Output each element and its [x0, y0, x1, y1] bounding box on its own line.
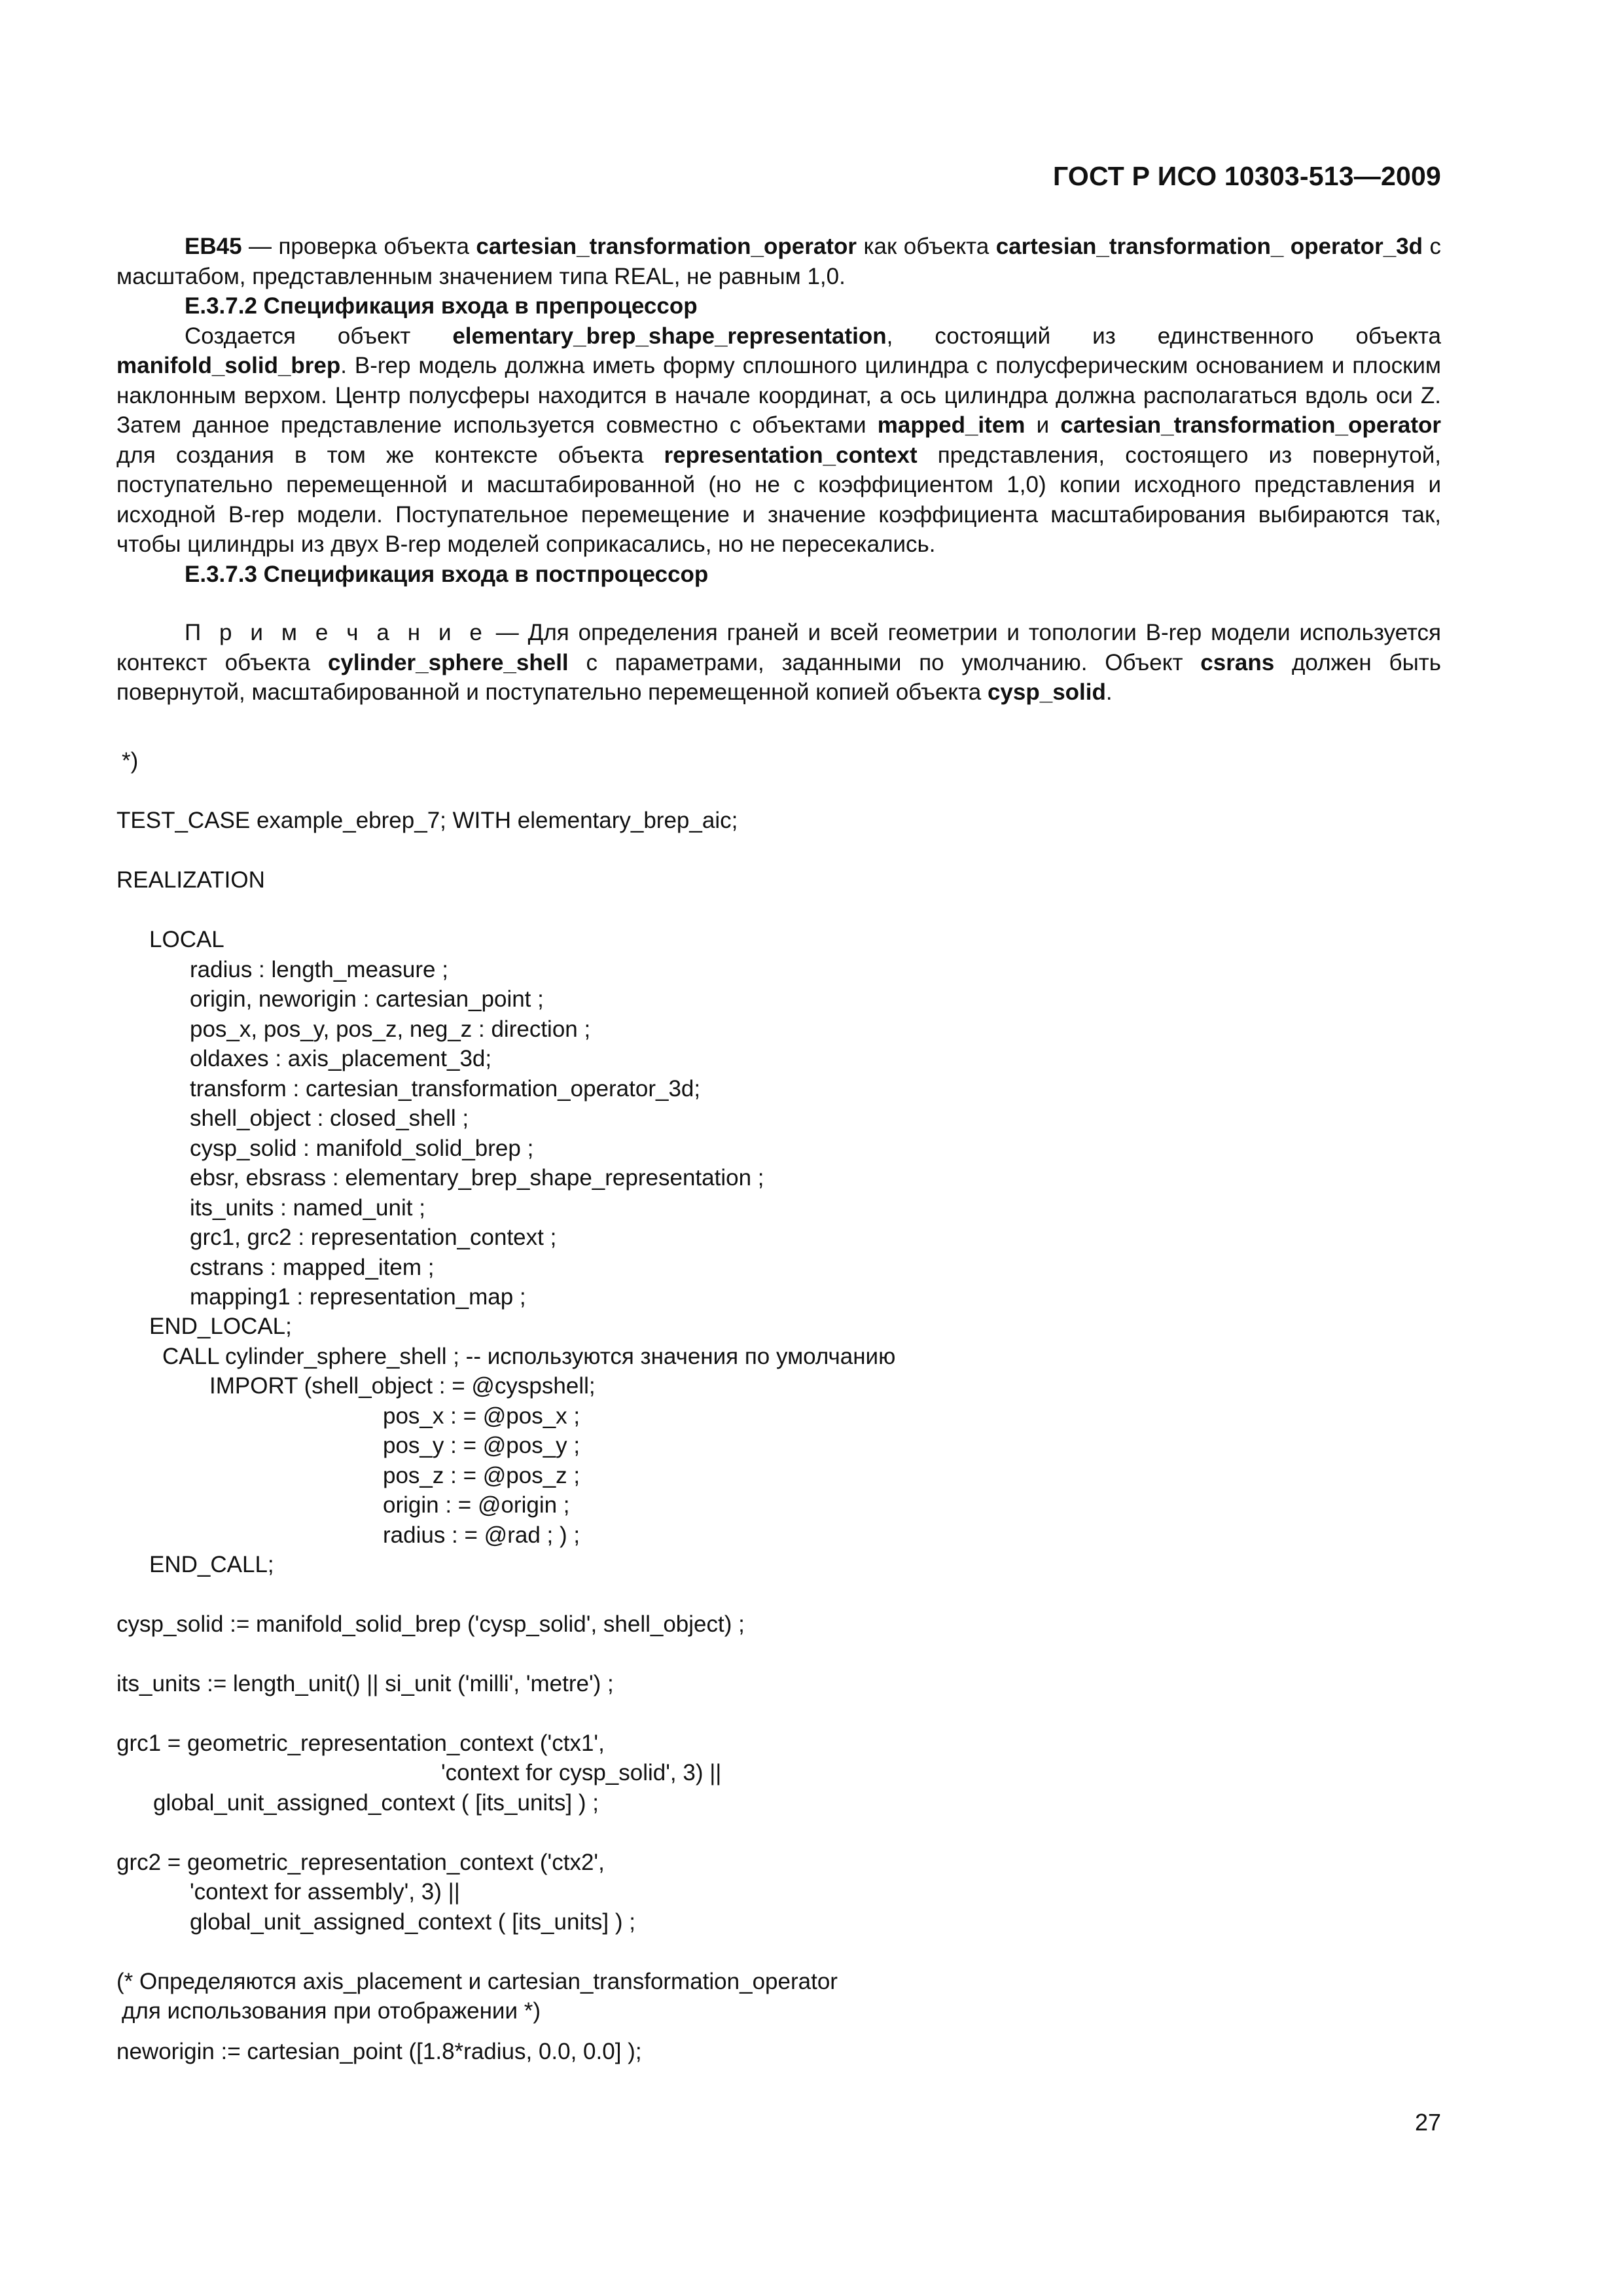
page-number: 27: [1414, 2109, 1441, 2136]
code-line: origin, neworigin : cartesian_point ;: [190, 986, 544, 1012]
code-line: CALL cylinder_sphere_shell ; -- используются значения по умолчанию: [162, 1344, 896, 1369]
code-line: END_LOCAL;: [149, 1314, 292, 1339]
section-heading-e373: E.3.7.3 Спецификация входа в постпроцессор: [185, 561, 709, 587]
code-comment-line: для использования при отображении *): [122, 1998, 541, 2024]
code-line: cstrans : mapped_item ;: [190, 1255, 435, 1280]
code-line: IMPORT (shell_object : = @cyspshell;: [209, 1373, 596, 1399]
code-comment-line: (* Определяются axis_placement и cartesian_transformation_operator: [116, 1969, 838, 1994]
document-header: ГОСТ Р ИСО 10303-513—2009: [1053, 161, 1441, 191]
code-line: origin : = @origin ;: [383, 1492, 570, 1518]
code-line: pos_x : = @pos_x ;: [383, 1403, 580, 1429]
paragraph-eb45: EB45 — проверка объекта cartesian_transformation_operator как объекта cartesian_transformation_ operator_3d с масштабом, представленным значением типа REAL, не равным 1,0.: [116, 234, 1441, 289]
code-line: pos_x, pos_y, pos_z, neg_z : direction ;: [190, 1016, 591, 1042]
code-line: its_units : named_unit ;: [190, 1195, 425, 1221]
code-line: cysp_solid : manifold_solid_brep ;: [190, 1136, 534, 1161]
code-line: shell_object : closed_shell ;: [190, 1105, 469, 1131]
note-paragraph: П р и м е ч а н и е — Для определения граней и всей геометрии и топологии B-rep модели используется контекст объекта cylinder_sphere_shell с параметрами, заданными по умолчанию. Объект csrans должен быть повернутой, масштабированной и поступательно перемещенной копией объекта cysp_solid.: [116, 620, 1442, 705]
code-line: 'context for cysp_solid', 3) ||: [441, 1760, 722, 1785]
code-line: radius : length_measure ;: [190, 957, 448, 982]
code-line: LOCAL: [149, 927, 224, 952]
code-line: grc2 = geometric_representation_context ('ctx2',: [116, 1850, 605, 1875]
code-line: END_CALL;: [149, 1552, 274, 1577]
section-heading-e372: E.3.7.2 Спецификация входа в препроцессор: [185, 293, 698, 319]
code-line: 'context for assembly', 3) ||: [190, 1879, 460, 1905]
code-line: global_unit_assigned_context ( [its_units] ) ;: [190, 1909, 635, 1935]
code-line: pos_y : = @pos_y ;: [383, 1433, 580, 1458]
paragraph-preprocessor: Создается объект elementary_brep_shape_representation, состоящий из единственного объекта manifold_solid_brep. B-rep модель должна иметь форму сплошного цилиндра с полусферическим основанием и плоским наклонным верхом. Центр полусферы находится в начале координат, а ось цилиндра должна располагаться вдоль оси Z. Затем данное представление используется совместно с объектами mapped_item и cartesian_transformation_operator для создания в том же контексте объекта representation_context представления, состоящего из повернутой, поступательно перемещенной и масштабированной (но не с коэффициентом 1,0) копии исходного представления и исходной B-rep модели. Поступательное перемещение и значение коэффициента масштабирования выбираются так, чтобы цилиндры из двух B-rep моделей соприкасались, но не пересекались.: [116, 323, 1442, 557]
code-line: ebsr, ebsrass : elementary_brep_shape_representation ;: [190, 1165, 764, 1191]
code-line: grc1, grc2 : representation_context ;: [190, 1225, 557, 1250]
code-line: pos_z : = @pos_z ;: [383, 1463, 580, 1488]
code-line: global_unit_assigned_context ( [its_units] ) ;: [153, 1790, 599, 1816]
code-line: oldaxes : axis_placement_3d;: [190, 1046, 492, 1071]
code-line: REALIZATION: [116, 867, 265, 893]
code-line: transform : cartesian_transformation_operator_3d;: [190, 1076, 701, 1102]
code-line: *): [122, 748, 139, 774]
code-line: radius : = @rad ; ) ;: [383, 1522, 580, 1548]
code-line: its_units := length_unit() || si_unit ('milli', 'metre') ;: [116, 1671, 614, 1696]
code-line: grc1 = geometric_representation_context ('ctx1',: [116, 1731, 605, 1756]
code-line: neworigin := cartesian_point ([1.8*radius, 0.0, 0.0] );: [116, 2039, 642, 2064]
code-line: mapping1 : representation_map ;: [190, 1284, 526, 1310]
code-line: cysp_solid := manifold_solid_brep ('cysp_solid', shell_object) ;: [116, 1611, 745, 1637]
code-line: TEST_CASE example_ebrep_7; WITH elementary_brep_aic;: [116, 808, 738, 833]
body-text: [116, 232, 1441, 708]
